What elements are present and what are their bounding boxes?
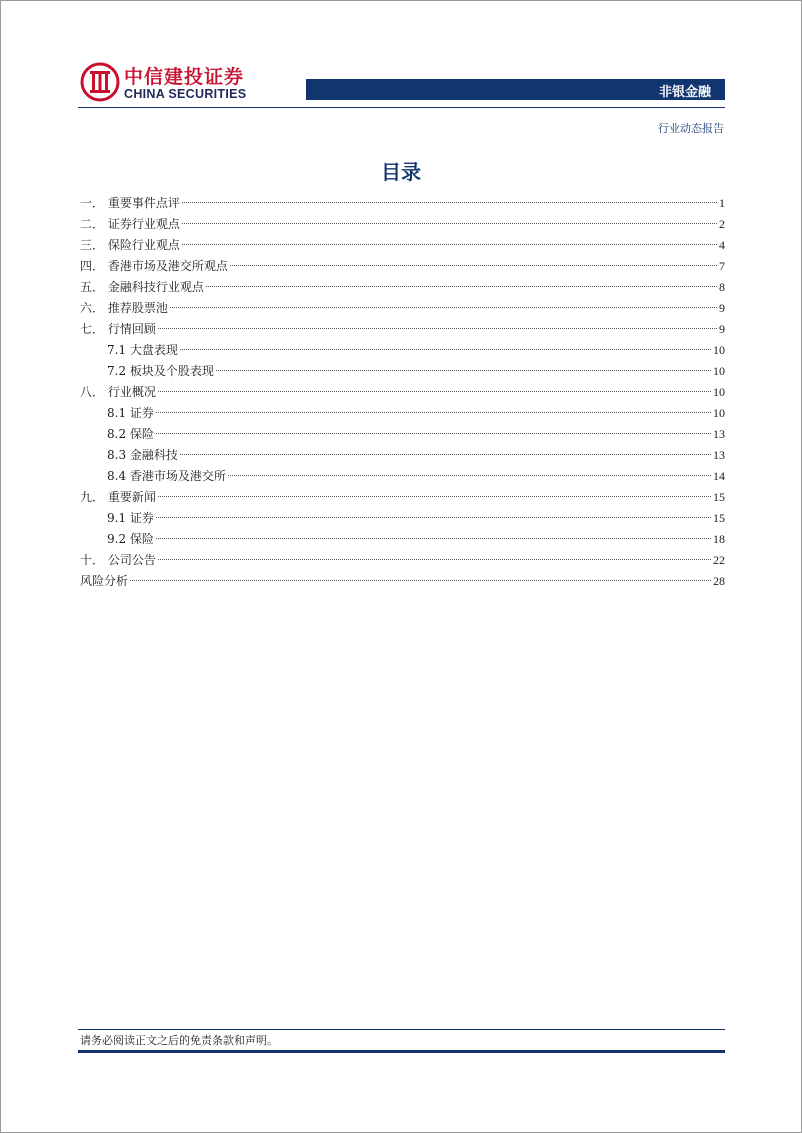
header-divider [78,107,725,108]
toc-entry[interactable] [80,403,725,424]
toc-entry[interactable] [80,529,725,550]
toc-leader-dots [228,475,711,476]
footer-thick-rule [78,1050,725,1053]
brand-name-cn: 中信建投证券 [124,66,245,88]
toc-entry[interactable] [80,487,725,508]
toc-entry-label[interactable]: 7.1 大盘表现 [107,343,178,357]
toc-entry[interactable] [80,571,725,592]
company-logo [80,62,260,104]
toc-leader-dots [180,454,711,455]
toc-entry[interactable] [80,214,725,235]
toc-leader-dots [156,412,711,413]
toc-entry-label[interactable]: 十． 公司公告 [80,553,156,567]
toc-leader-dots [158,496,711,497]
toc-entry-page[interactable]: 9 [719,322,725,336]
toc-leader-dots [230,265,717,266]
toc-entry-page[interactable]: 15 [713,511,725,525]
toc-entry-page[interactable]: 10 [713,385,725,399]
footer-divider [78,1029,725,1030]
toc-entry-page[interactable]: 18 [713,532,725,546]
toc-leader-dots [180,349,711,350]
brand-name-en: CHINA SECURITIES [124,87,247,101]
report-type: 行业动态报告 [658,122,724,135]
toc-leader-dots [206,286,717,287]
toc-entry-label[interactable]: 四． 香港市场及港交所观点 [80,259,228,273]
toc-leader-dots [158,559,711,560]
toc-leader-dots [156,433,711,434]
toc-entry-page[interactable]: 4 [719,238,725,252]
toc-leader-dots [130,580,711,581]
toc-entry[interactable] [80,235,725,256]
toc-leader-dots [158,328,717,329]
toc-entry-label[interactable]: 9.2 保险 [107,532,154,546]
toc-entry-page[interactable]: 13 [713,427,725,441]
toc-entry-page[interactable]: 2 [719,217,725,231]
toc-entry[interactable] [80,508,725,529]
toc-entry[interactable] [80,466,725,487]
toc-entry-label[interactable]: 8.3 金融科技 [107,448,178,462]
toc-entry-page[interactable]: 8 [719,280,725,294]
toc-entry-page[interactable]: 1 [719,196,725,210]
toc-entry-page[interactable]: 9 [719,301,725,315]
toc-entry-label[interactable]: 风险分析 [80,574,129,588]
toc-leader-dots [182,223,717,224]
toc-leader-dots [182,202,717,203]
toc-entry[interactable] [80,277,725,298]
toc-entry-page[interactable]: 15 [713,490,725,504]
sector-banner [306,79,725,100]
citic-logo-icon [80,62,120,102]
toc-entry[interactable] [80,382,725,403]
toc-entry-label[interactable]: 三． 保险行业观点 [80,238,180,252]
toc-entry-label[interactable]: 7.2 板块及个股表现 [107,364,214,378]
toc-entry-page[interactable]: 13 [713,448,725,462]
toc-entry-label[interactable]: 九． 重要新闻 [80,490,156,504]
toc-entry-label[interactable]: 五． 金融科技行业观点 [80,280,204,294]
toc-entry-label[interactable]: 8.1 证券 [107,406,154,420]
toc-entry[interactable] [80,298,725,319]
toc-leader-dots [158,391,711,392]
toc-entry-label[interactable]: 9.1 证券 [107,511,154,525]
toc-leader-dots [156,517,711,518]
toc-leader-dots [156,538,711,539]
toc-entry-label[interactable]: 8.2 保险 [107,427,154,441]
toc-entry-page[interactable]: 14 [713,469,725,483]
toc-leader-dots [216,370,711,371]
toc-entry[interactable] [80,424,725,445]
toc-entry[interactable] [80,550,725,571]
toc-leader-dots [182,244,717,245]
toc-entry[interactable] [80,319,725,340]
toc-leader-dots [170,307,717,308]
toc-entry-page[interactable]: 10 [713,364,725,378]
toc-entry-label[interactable]: 八． 行业概况 [80,385,156,399]
toc-entry[interactable] [80,361,725,382]
toc-entry-page[interactable]: 22 [713,553,725,567]
toc-entry-label[interactable]: 二． 证券行业观点 [80,217,180,231]
toc-entry-page[interactable]: 7 [719,259,725,273]
toc-entry-label[interactable]: 六． 推荐股票池 [80,301,168,315]
toc-entry[interactable] [80,340,725,361]
toc-title: 目录 [381,160,421,184]
toc-entry[interactable] [80,193,725,214]
table-of-contents [80,193,725,592]
disclaimer-text: 请务必阅读正文之后的免责条款和声明。 [80,1034,278,1047]
toc-entry-label[interactable]: 一． 重要事件点评 [80,196,180,210]
toc-entry-label[interactable]: 8.4 香港市场及港交所 [107,469,226,483]
toc-entry-label[interactable]: 七． 行情回顾 [80,322,156,336]
toc-entry-page[interactable]: 28 [713,574,725,588]
sector-label: 非银金融 [658,85,711,100]
toc-entry-page[interactable]: 10 [713,343,725,357]
toc-entry[interactable] [80,256,725,277]
toc-entry-page[interactable]: 10 [713,406,725,420]
toc-entry[interactable] [80,445,725,466]
